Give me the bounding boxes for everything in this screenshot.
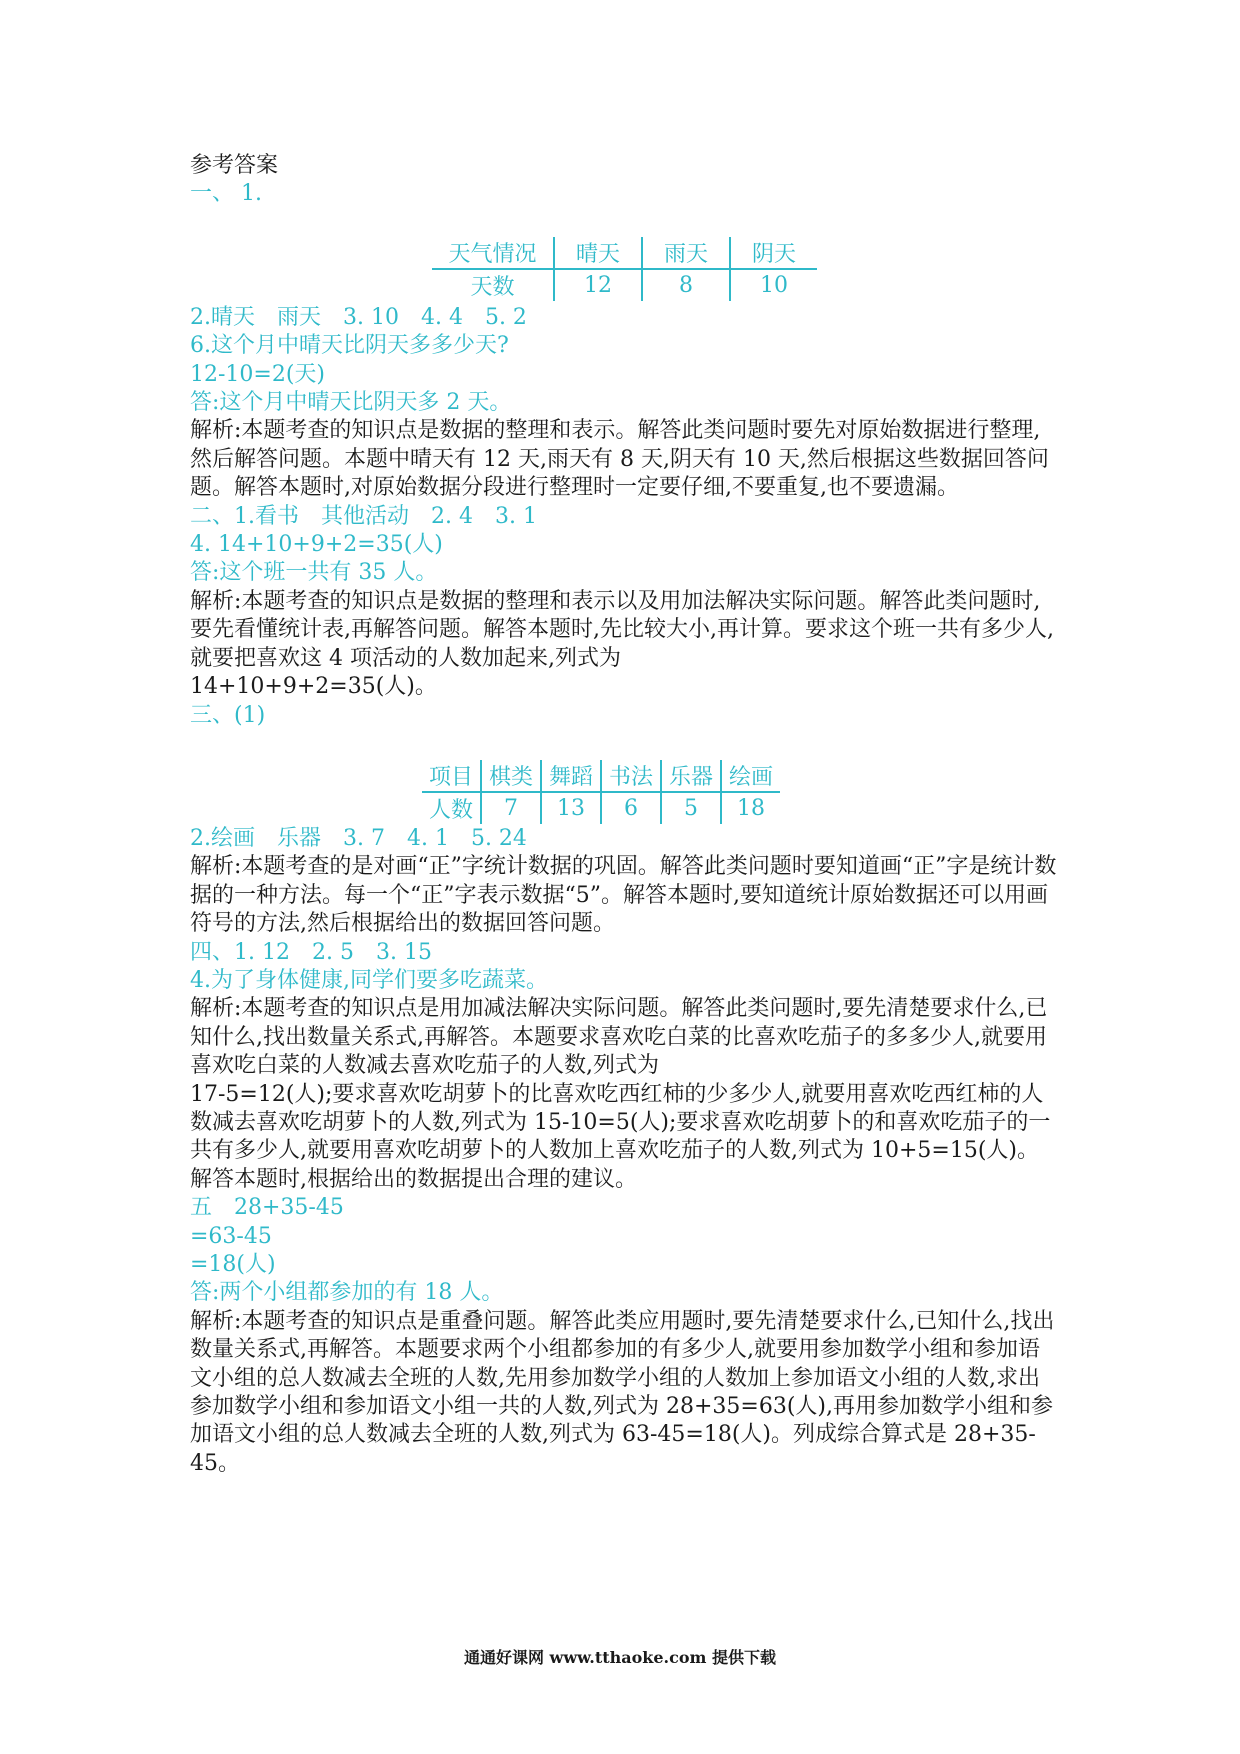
table-cell: 12 <box>554 269 642 301</box>
section-1-label: 一、 1. <box>190 181 262 207</box>
table-cell: 天数 <box>470 274 515 300</box>
footer-credit: 通通好课网 www.tthaoke.com 提供下载 <box>463 1648 777 1667</box>
answer-line: 答:两个小组都参加的有 18 人。 <box>190 1280 504 1306</box>
answer-line: =63-45 <box>190 1223 272 1249</box>
answer-line: 4.为了身体健康,同学们要多吃蔬菜。 <box>190 967 548 993</box>
answer-line: =18(人) <box>190 1252 276 1277</box>
analysis-paragraph: 解析:本题考查的知识点是重叠问题。解答此类应用题时,要先清楚要求什么,已知什么,找出数量关系式,再解答。本题要求两个小组都参加的有多少人,就要用参加数学小组和参加语文小组的总人数减去全班的人数,先用参加数学小组的人数加上参加语文小组的人数,求出参加数学小组和参加语文小组一共的人数,列式为 28+35=63(人),再用参加数学小组和参加语文小组的总人数减去全班的人数,列式为 63-45=18(人)。列成综合算式是 28+35-45。 <box>190 1308 1055 1476</box>
table-cell: 10 <box>730 269 817 301</box>
answer-line: 答:这个班一共有 35 人。 <box>190 560 438 586</box>
table-header-cell: 舞蹈 <box>541 760 601 792</box>
table-header-cell: 雨天 <box>642 237 730 269</box>
table-header-cell: 项目 <box>422 760 481 792</box>
table-cell: 13 <box>541 792 601 824</box>
table-cell: 6 <box>601 792 661 824</box>
table-cell: 8 <box>642 269 730 301</box>
analysis-paragraph: 解析:本题考查的是对画“正”字统计数据的巩固。解答此类问题时要知道画“正”字是统计数据的一种方法。每一个“正”字表示数据“5”。解答本题时,要知道统计原始数据还可以用画符号的方法,然后根据给出的数据回答问题。 <box>190 854 1057 937</box>
analysis-paragraph-end: 14+10+9+2=35(人)。 <box>190 674 437 700</box>
answer-line: 四、1. 12 2. 5 3. 15 <box>190 939 432 965</box>
table-cell: 7 <box>481 792 541 824</box>
answer-line: 6.这个月中晴天比阴天多多少天? <box>190 333 509 359</box>
analysis-paragraph-continued: 17-5=12(人);要求喜欢吃胡萝卜的比喜欢吃西红柿的少多少人,就要用喜欢吃西红柿的人数减去喜欢吃胡萝卜的人数,列式为 15-10=5(人);要求喜欢吃胡萝卜的和喜欢吃茄子的一共有多少人,就要用喜欢吃胡萝卜的人数加上喜欢吃茄子的人数,列式为 10+5=15(人)。解答本题时,根据给出的数据提出合理的建议。 <box>190 1081 1051 1192</box>
weather-table <box>432 237 817 301</box>
analysis-paragraph: 解析:本题考查的知识点是数据的整理和表示以及用加法解决实际问题。解答此类问题时,要先看懂统计表,再解答问题。解答本题时,先比较大小,再计算。要求这个班一共有多少人,就要把喜欢这 4 项活动的人数加起来,列式为 <box>190 588 1054 671</box>
answer-line: 12-10=2(天) <box>190 361 326 387</box>
activity-table <box>422 760 780 824</box>
answer-line: 答:这个月中晴天比阴天多 2 天。 <box>190 390 512 416</box>
weather-table-area <box>190 209 1060 304</box>
answer-document <box>190 152 1060 1478</box>
answer-line: 五 28+35-45 <box>190 1195 344 1221</box>
table-header-cell: 乐器 <box>661 760 721 792</box>
table-header-cell: 棋类 <box>481 760 541 792</box>
page-title: 参考答案 <box>190 153 279 178</box>
table-header-cell: 阴天 <box>730 237 817 269</box>
table-header-cell: 晴天 <box>554 237 642 269</box>
section-3-label: 三、(1) <box>190 702 266 728</box>
analysis-paragraph: 解析:本题考查的知识点是数据的整理和表示。解答此类问题时要先对原始数据进行整理,然后解答问题。本题中晴天有 12 天,雨天有 8 天,阴天有 10 天,然后根据这些数据回答问题。解答本题时,对原始数据分段进行整理时一定要仔细,不要重复,也不要遗漏。 <box>190 418 1049 501</box>
answer-line: 二、1.看书 其他活动 2. 4 3. 1 <box>190 503 537 529</box>
answer-line: 2.晴天 雨天 3. 10 4. 4 5. 2 <box>190 304 527 330</box>
answer-line: 4. 14+10+9+2=35(人) <box>190 532 443 558</box>
answer-line: 2.绘画 乐器 3. 7 4. 1 5. 24 <box>190 825 527 851</box>
table-cell: 5 <box>661 792 721 824</box>
analysis-paragraph: 解析:本题考查的知识点是用加减法解决实际问题。解答此类问题时,要先清楚要求什么,已知什么,找出数量关系式,再解答。本题要求喜欢吃白菜的比喜欢吃茄子的多多少人,就要用喜欢吃白菜的人数减去喜欢吃茄子的人数,列式为 <box>190 996 1048 1079</box>
table-header-cell: 天气情况 <box>432 237 554 269</box>
table-cell: 人数 <box>428 797 473 823</box>
table-header-cell: 绘画 <box>721 760 780 792</box>
table-header-cell: 书法 <box>601 760 661 792</box>
activity-table-area <box>190 730 1060 825</box>
table-cell: 18 <box>721 792 780 824</box>
